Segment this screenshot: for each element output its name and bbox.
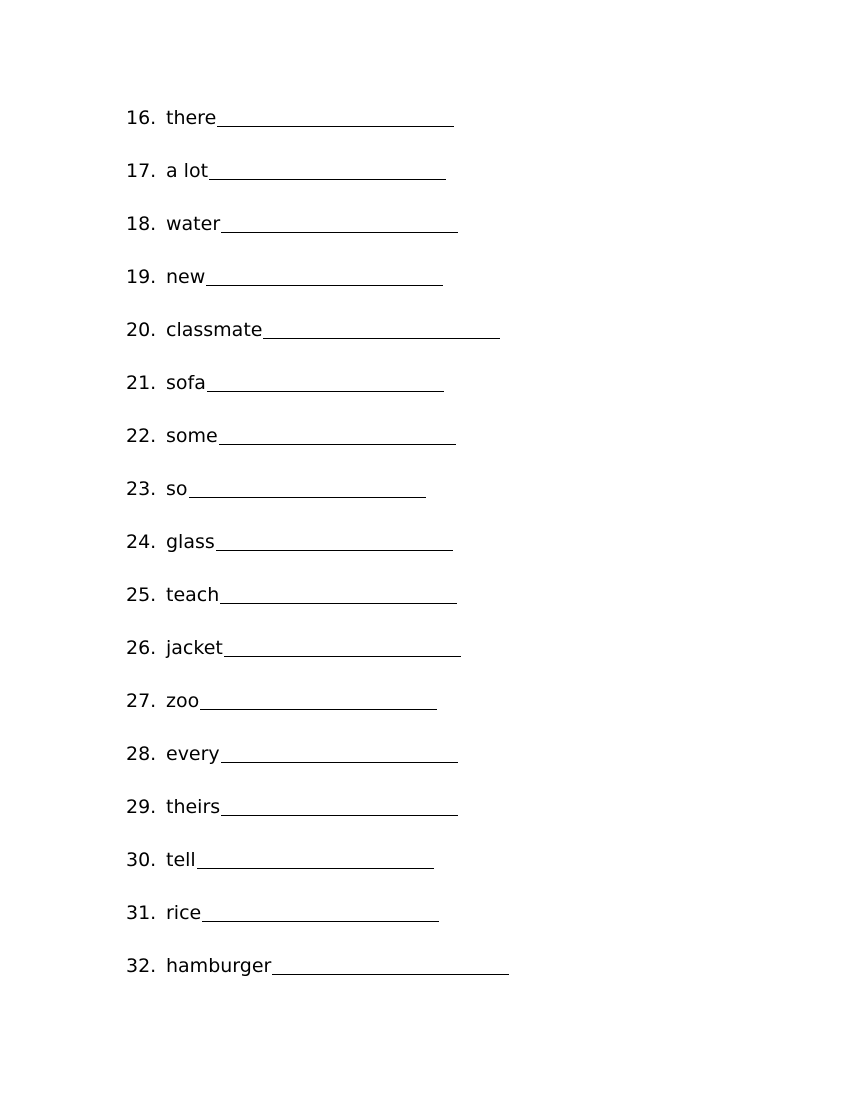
answer-blank[interactable] xyxy=(209,157,446,180)
item-number: 30. xyxy=(126,849,157,871)
item-number: 17. xyxy=(126,160,157,182)
list-item xyxy=(126,581,509,634)
answer-blank[interactable] xyxy=(224,634,461,657)
item-number: 23. xyxy=(126,478,157,500)
item-word: water xyxy=(166,213,221,235)
item-number: 20. xyxy=(126,319,157,341)
list-item xyxy=(126,475,509,528)
item-number: 29. xyxy=(126,796,157,818)
answer-blank[interactable] xyxy=(217,104,454,127)
item-number: 24. xyxy=(126,531,157,553)
item-word: theirs xyxy=(166,796,221,818)
item-word: new xyxy=(166,266,206,288)
list-item xyxy=(126,952,509,1005)
answer-blank[interactable] xyxy=(206,263,443,286)
item-number: 19. xyxy=(126,266,157,288)
item-word: so xyxy=(166,478,188,500)
answer-blank[interactable] xyxy=(272,952,509,975)
item-word: zoo xyxy=(166,690,200,712)
item-word: rice xyxy=(166,902,202,924)
list-item xyxy=(126,793,509,846)
list-item xyxy=(126,316,509,369)
item-word: every xyxy=(166,743,220,765)
list-item xyxy=(126,528,509,581)
item-word: some xyxy=(166,425,218,447)
answer-blank[interactable] xyxy=(189,475,426,498)
item-number: 27. xyxy=(126,690,157,712)
list-item xyxy=(126,210,509,263)
answer-blank[interactable] xyxy=(216,528,453,551)
list-item xyxy=(126,369,509,422)
answer-blank[interactable] xyxy=(221,793,458,816)
item-word: classmate xyxy=(166,319,263,341)
answer-blank[interactable] xyxy=(202,899,439,922)
list-item xyxy=(126,740,509,793)
item-number: 22. xyxy=(126,425,157,447)
answer-blank[interactable] xyxy=(263,316,500,339)
list-item xyxy=(126,846,509,899)
item-number: 18. xyxy=(126,213,157,235)
item-word: there xyxy=(166,107,217,129)
list-item xyxy=(126,634,509,687)
answer-blank[interactable] xyxy=(200,687,437,710)
answer-blank[interactable] xyxy=(219,422,456,445)
item-word: glass xyxy=(166,531,215,553)
item-word: a lot xyxy=(166,160,209,182)
list-item xyxy=(126,263,509,316)
item-word: jacket xyxy=(166,637,223,659)
list-item xyxy=(126,899,509,952)
list-item xyxy=(126,104,509,157)
item-number: 25. xyxy=(126,584,157,606)
item-number: 16. xyxy=(126,107,157,129)
item-word: teach xyxy=(166,584,220,606)
list-item xyxy=(126,157,509,210)
item-number: 31. xyxy=(126,902,157,924)
item-word: tell xyxy=(166,849,196,871)
item-number: 21. xyxy=(126,372,157,394)
answer-blank[interactable] xyxy=(221,740,458,763)
list-item xyxy=(126,687,509,740)
answer-blank[interactable] xyxy=(197,846,434,869)
item-number: 32. xyxy=(126,955,157,977)
item-word: sofa xyxy=(166,372,206,394)
item-word: hamburger xyxy=(166,955,272,977)
answer-blank[interactable] xyxy=(221,210,458,233)
item-number: 28. xyxy=(126,743,157,765)
vocabulary-list xyxy=(126,104,509,1005)
list-item xyxy=(126,422,509,475)
answer-blank[interactable] xyxy=(207,369,444,392)
answer-blank[interactable] xyxy=(220,581,457,604)
item-number: 26. xyxy=(126,637,157,659)
